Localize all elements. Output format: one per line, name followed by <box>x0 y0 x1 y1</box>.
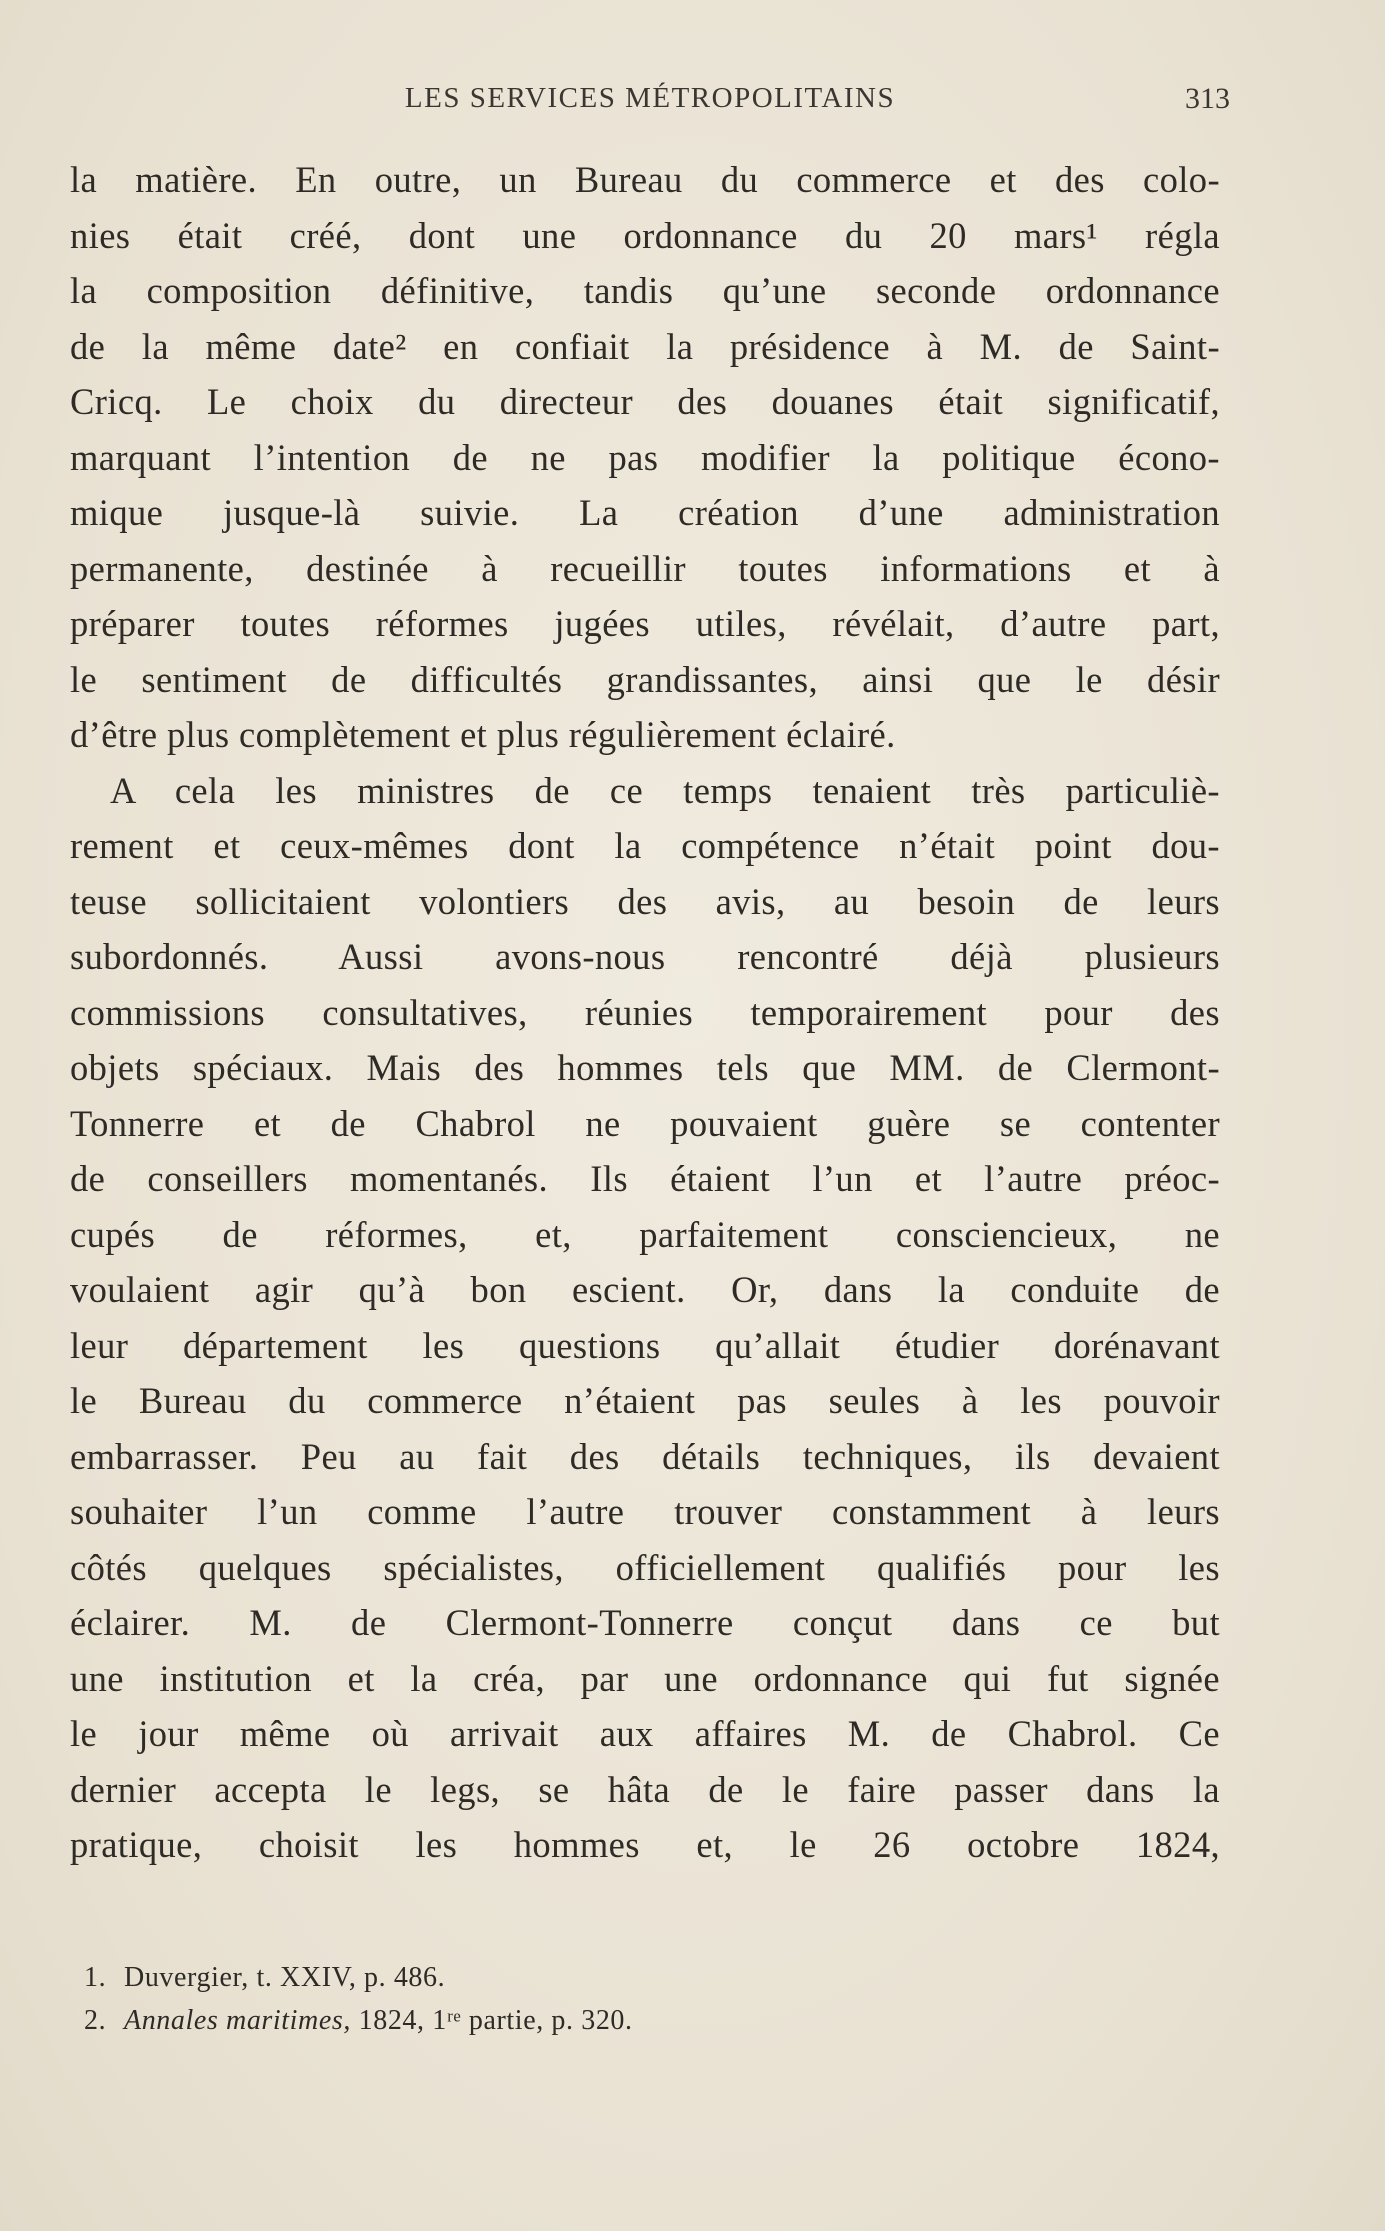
text-line: embarrasser. Peu au fait des détails techniques, ils devaient <box>70 1435 1220 1477</box>
text-line: la composition définitive, tandis qu’une seconde ordonnance <box>70 270 1220 311</box>
text-line: objets spéciaux. Mais des hommes tels que MM. de Clermont- <box>70 1047 1220 1088</box>
text-line: mique jusque-là suivie. La création d’une administration <box>70 492 1220 533</box>
text-line: préparer toutes réformes jugées utiles, révélait, d’autre part, <box>70 603 1220 644</box>
text-line: permanente, destinée à recueillir toutes informations et à <box>70 547 1220 589</box>
text-line: A cela les ministres de ce temps tenaient très particuliè- <box>110 769 1220 811</box>
text-line: de la même date² en confiait la présidence à M. de Saint- <box>70 325 1220 367</box>
text-line: commissions consultatives, réunies temporairement pour des <box>70 991 1220 1033</box>
text-line: éclairer. M. de Clermont-Tonnerre conçut dans ce but <box>70 1602 1220 1643</box>
text-line: le jour même où arrivait aux affaires M. de Chabrol. Ce <box>70 1713 1220 1754</box>
footnote-text: Duvergier, t. XXIV, p. 486. <box>124 1962 446 1993</box>
footnote-italic-title: Annales maritimes, <box>124 2005 352 2036</box>
text-line: marquant l’intention de ne pas modifier la politique écono- <box>70 436 1220 478</box>
text-line: d’être plus complètement et plus régulièrement éclairé. <box>70 714 896 755</box>
text-line: une institution et la créa, par une ordonnance qui fut signée <box>70 1657 1220 1699</box>
text-line: leur département les questions qu’allait étudier dorénavant <box>70 1324 1220 1366</box>
text-line: de conseillers momentanés. Ils étaient l’un et l’autre préoc- <box>70 1158 1220 1199</box>
text-line: Tonnerre et de Chabrol ne pouvaient guère se contenter <box>70 1102 1220 1144</box>
text-line: la matière. En outre, un Bureau du commerce et des colo- <box>70 159 1220 200</box>
text-line: subordonnés. Aussi avons-nous rencontré déjà plusieurs <box>70 936 1220 977</box>
page-number: 313 <box>1185 82 1230 115</box>
text-line: nies était créé, dont une ordonnance du 20 mars¹ régla <box>70 214 1220 256</box>
text-line: cupés de réformes, et, parfaitement consciencieux, ne <box>70 1213 1220 1255</box>
text-line: le sentiment de difficultés grandissantes, ainsi que le désir <box>70 658 1220 700</box>
text-line: souhaiter l’un comme l’autre trouver constamment à leurs <box>70 1491 1220 1532</box>
footnote <box>84 1956 984 1999</box>
footnote-number: 1. <box>84 1962 107 1993</box>
text-line: pratique, choisit les hommes et, le 26 octobre 1824, <box>70 1824 1220 1865</box>
body-text <box>70 152 1220 1873</box>
text-line: dernier accepta le legs, se hâta de le faire passer dans la <box>70 1768 1220 1810</box>
footnote <box>84 1999 984 2042</box>
text-line: côtés quelques spécialistes, officiellement qualifiés pour les <box>70 1546 1220 1588</box>
footnotes <box>84 1956 984 2042</box>
running-head: LES SERVICES MÉTROPOLITAINS <box>404 82 896 114</box>
text-line: Cricq. Le choix du directeur des douanes était significatif, <box>70 381 1220 422</box>
page-header <box>70 82 1230 126</box>
text-line: teuse sollicitaient volontiers des avis, au besoin de leurs <box>70 880 1220 922</box>
text-line: rement et ceux-mêmes dont la compétence n’était point dou- <box>70 825 1220 866</box>
text-line: voulaient agir qu’à bon escient. Or, dans la conduite de <box>70 1269 1220 1310</box>
text-line: le Bureau du commerce n’étaient pas seules à les pouvoir <box>70 1380 1220 1421</box>
footnote-number: 2. <box>84 2005 107 2036</box>
footnote-text: 1824, 1ʳᵉ partie, p. 320. <box>351 2005 633 2036</box>
